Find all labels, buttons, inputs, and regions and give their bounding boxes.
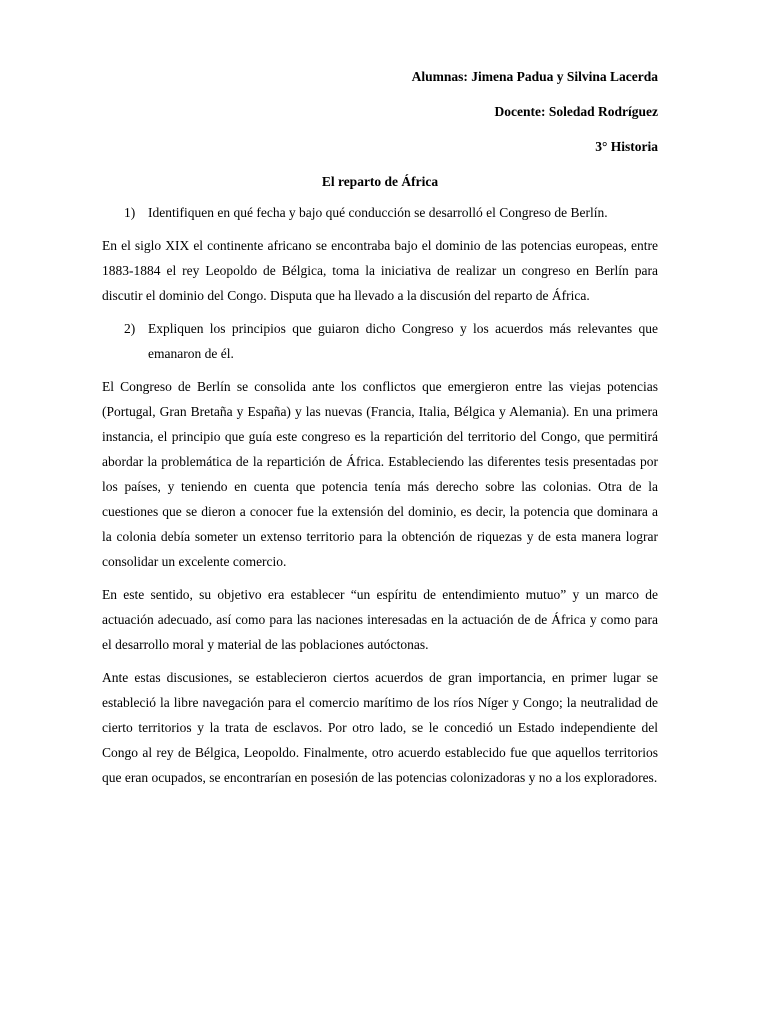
answer-paragraph: En este sentido, su objetivo era establecer “un espíritu de entendimiento mutuo” y un marco de actuación adecuado, así como para las naciones interesadas en la actuación de de África y como para el desarrollo moral y material de las poblaciones autóctonas. (102, 587, 658, 652)
question-text: Expliquen los principios que guiaron dicho Congreso y los acuerdos más relevantes que emanaron de él. (148, 321, 658, 361)
document-title: El reparto de África (321, 174, 439, 189)
question-number: 1) (124, 205, 136, 220)
students-line: Alumnas: Jimena Padua y Silvina Lacerda (411, 69, 658, 84)
answer-paragraph: El Congreso de Berlín se consolida ante los conflictos que emergieron entre las viejas potencias (Portugal, Gran Bretaña y España) y las nuevas (Francia, Italia, Bélgica y Alemania). En una primera instancia, el principio que guía este congreso es la repartición del territorio del Congo, que permitirá abordar la problemática de la repartición de África. Estableciendo las diferentes tesis presentadas por los países, y teniendo en cuenta que potencia tenía más derecho sobre las colonias. Otra de la cuestiones que se dieron a conocer fue la extensión del dominio, es decir, la potencia que dominara a la colonia debía someter un extenso territorio para la obtención de riquezas y de esta manera lograr consolidar un excelente comercio. (102, 379, 658, 569)
question-text: Identifiquen en qué fecha y bajo qué conducción se desarrolló el Congreso de Berlín. (148, 205, 608, 220)
question-item (102, 200, 658, 225)
course-line: 3° Historia (595, 139, 658, 154)
question-item (102, 316, 658, 366)
answer-paragraph: En el siglo XIX el continente africano se encontraba bajo el dominio de las potencias europeas, entre 1883-1884 el rey Leopoldo de Bélgica, toma la iniciativa de realizar un congreso en Berlín para discutir el dominio del Congo. Disputa que ha llevado a la discusión del reparto de África. (102, 238, 658, 303)
answer-paragraph: Ante estas discusiones, se establecieron ciertos acuerdos de gran importancia, en primer lugar se estableció la libre navegación para el comercio marítimo de los ríos Níger y Congo; la neutralidad de cierto territorios y la trata de esclavos. Por otro lado, se le concedió un Estado independiente del Congo al rey de Bélgica, Leopoldo. Finalmente, otro acuerdo establecido fue que aquellos territorios que eran ocupados, se encontrarían en posesión de las potencias colonizadoras y no a los exploradores. (102, 670, 658, 785)
teacher-line: Docente: Soledad Rodríguez (494, 104, 658, 119)
question-number: 2) (124, 321, 136, 336)
